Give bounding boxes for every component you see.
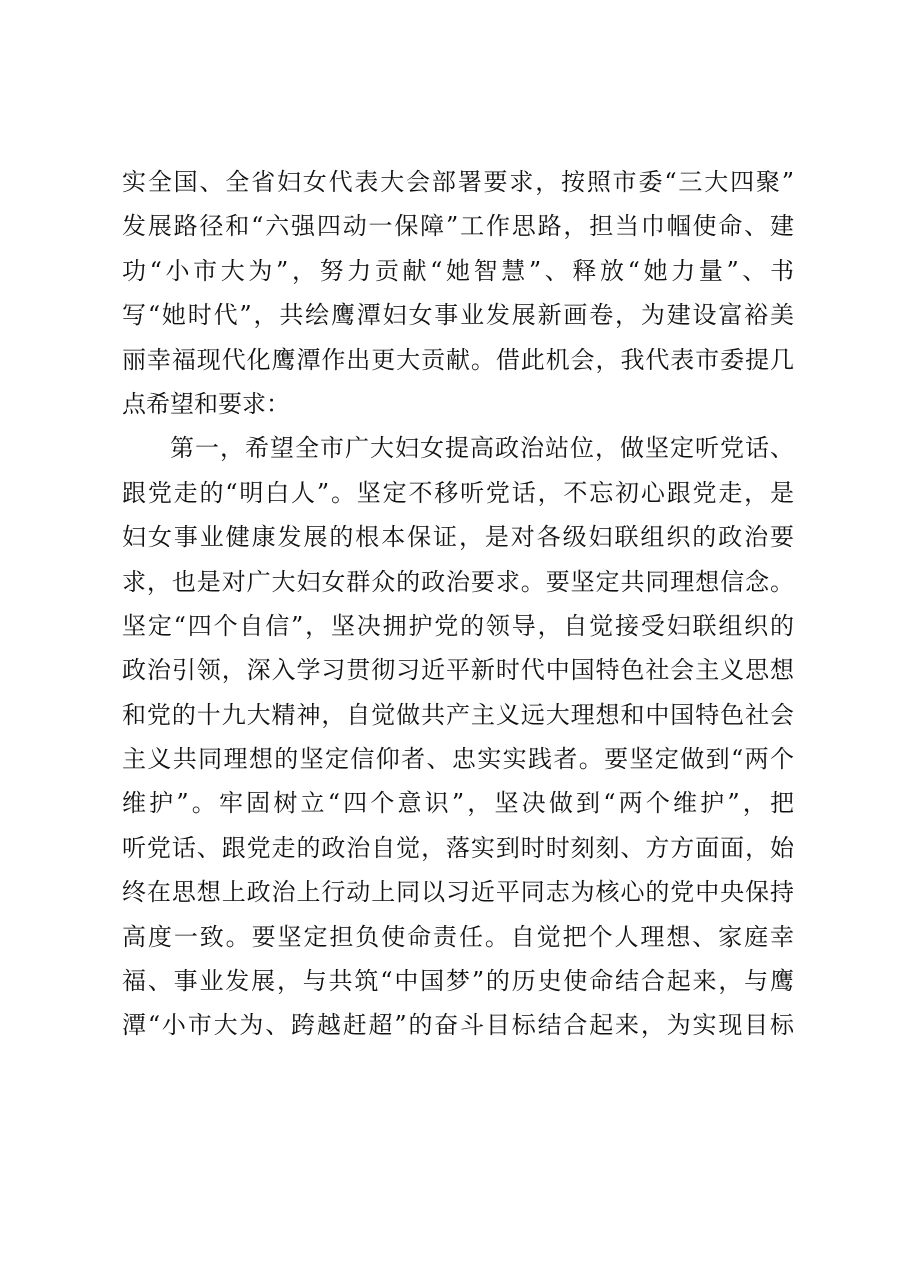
text-line: 高度一致。要坚定担负使命责任。自觉把个人理想、家庭幸 xyxy=(122,922,794,951)
text-line: 点希望和要求： xyxy=(122,389,290,418)
text-line: 求，也是对广大妇女群众的政治要求。要坚定共同理想信念。 xyxy=(122,567,794,596)
paragraph-start-line: 第一，希望全市广大妇女提高政治站位，做坚定听党话、 xyxy=(170,434,794,463)
text-line: 潭“小市大为、跨越赶超”的奋斗目标结合起来，为实现目标 xyxy=(122,1011,794,1040)
text-line: 福、事业发展，与共筑“中国梦”的历史使命结合起来，与鹰 xyxy=(122,967,794,996)
text-line: 听党话、跟党走的政治自觉，落实到时时刻刻、方方面面，始 xyxy=(122,833,794,862)
text-line: 跟党走的“明白人”。坚定不移听党话，不忘初心跟党走，是 xyxy=(122,478,794,507)
text-line: 实全国、全省妇女代表大会部署要求，按照市委“三大四聚” xyxy=(122,168,794,196)
text-line: 功“小市大为”，努力贡献“她智慧”、释放“她力量”、书 xyxy=(122,256,794,285)
body-text xyxy=(122,160,794,1048)
text-line: 妇女事业健康发展的根本保证，是对各级妇联组织的政治要 xyxy=(122,523,794,552)
text-line: 丽幸福现代化鹰潭作出更大贡献。借此机会，我代表市委提几 xyxy=(122,345,794,374)
text-line: 终在思想上政治上行动上同以习近平同志为核心的党中央保持 xyxy=(122,878,794,907)
text-line: 主义共同理想的坚定信仰者、忠实实践者。要坚定做到“两个 xyxy=(122,745,794,774)
text-line: 和党的十九大精神，自觉做共产主义远大理想和中国特色社会 xyxy=(122,700,794,729)
text-line: 发展路径和“六强四动一保障”工作思路，担当巾帼使命、建 xyxy=(122,212,794,241)
text-line: 坚定“四个自信”，坚决拥护党的领导，自觉接受妇联组织的 xyxy=(122,611,794,640)
text-line: 维护”。牢固树立“四个意识”，坚决做到“两个维护”，把 xyxy=(122,789,794,818)
text-line: 政治引领，深入学习贯彻习近平新时代中国特色社会主义思想 xyxy=(122,656,794,685)
text-line: 写“她时代”，共绘鹰潭妇女事业发展新画卷，为建设富裕美 xyxy=(122,301,794,330)
